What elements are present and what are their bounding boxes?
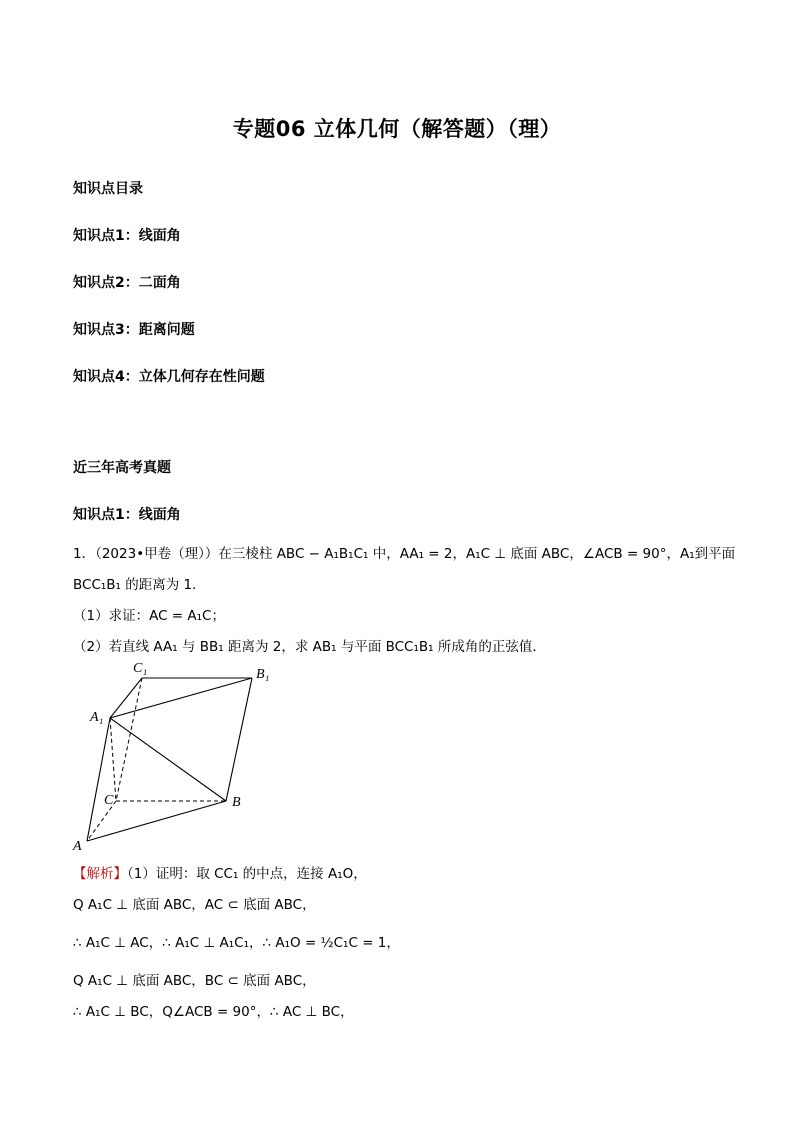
solution-line-1 — [73, 862, 367, 882]
label-a1: A₁ — [90, 710, 104, 725]
edge-a1-a — [87, 718, 110, 841]
label-a: A — [73, 839, 82, 854]
toc-heading: 知识点目录 — [73, 181, 143, 197]
edge-a1-b — [110, 718, 226, 801]
edge-b1-b — [226, 678, 252, 801]
edge-a1-c — [110, 718, 116, 801]
solution-line-2: Q A₁C ⊥ 底面 ABC，AC ⊂ 底面 ABC， — [73, 897, 316, 913]
prism-figure — [70, 658, 270, 856]
page-title: 专题06 立体几何（解答题）（理） — [232, 117, 562, 141]
section-heading: 近三年高考真题 — [73, 460, 171, 476]
edge-c1-a1 — [110, 678, 142, 718]
label-b: B — [232, 795, 241, 810]
solution-line-5: ∴ A₁C ⊥ BC，Q∠ACB = 90°，∴ AC ⊥ BC， — [73, 1004, 354, 1020]
edge-a1-b1 — [110, 678, 252, 718]
problem-line-2: BCC₁B₁ 的距离为 1． — [73, 577, 206, 593]
edge-c1-c — [116, 678, 142, 801]
label-c: C — [104, 793, 114, 808]
problem-line-1: 1．（2023•甲卷（理））在三棱柱 ABC − A₁B₁C₁ 中，AA₁ = 2，A₁C ⊥ 底面 ABC，∠ACB = 90°，A₁到平面 — [73, 546, 736, 562]
section-sub-heading: 知识点1：线面角 — [73, 507, 181, 523]
toc-item-2: 知识点2：二面角 — [73, 275, 181, 291]
solution-line-3: ∴ A₁C ⊥ AC，∴ A₁C ⊥ A₁C₁，∴ A₁O = ½C₁C = 1， — [73, 935, 400, 951]
label-c1: C₁ — [133, 661, 148, 676]
toc-item-3: 知识点3：距离问题 — [73, 322, 195, 338]
solution-line-4: Q A₁C ⊥ 底面 ABC，BC ⊂ 底面 ABC， — [73, 973, 316, 989]
toc-item-4: 知识点4：立体几何存在性问题 — [73, 369, 265, 385]
problem-part-1: （1）求证：AC = A₁C； — [73, 608, 225, 624]
solution-text-1: （1）证明：取 CC₁ 的中点，连接 A₁O， — [127, 866, 367, 882]
toc-item-1: 知识点1：线面角 — [73, 228, 181, 244]
label-b1: B₁ — [256, 667, 270, 682]
solution-tag: 【解析】 — [73, 866, 127, 882]
problem-part-2: （2）若直线 AA₁ 与 BB₁ 距离为 2，求 AB₁ 与平面 BCC₁B₁ 所成角的正弦值． — [73, 639, 546, 655]
